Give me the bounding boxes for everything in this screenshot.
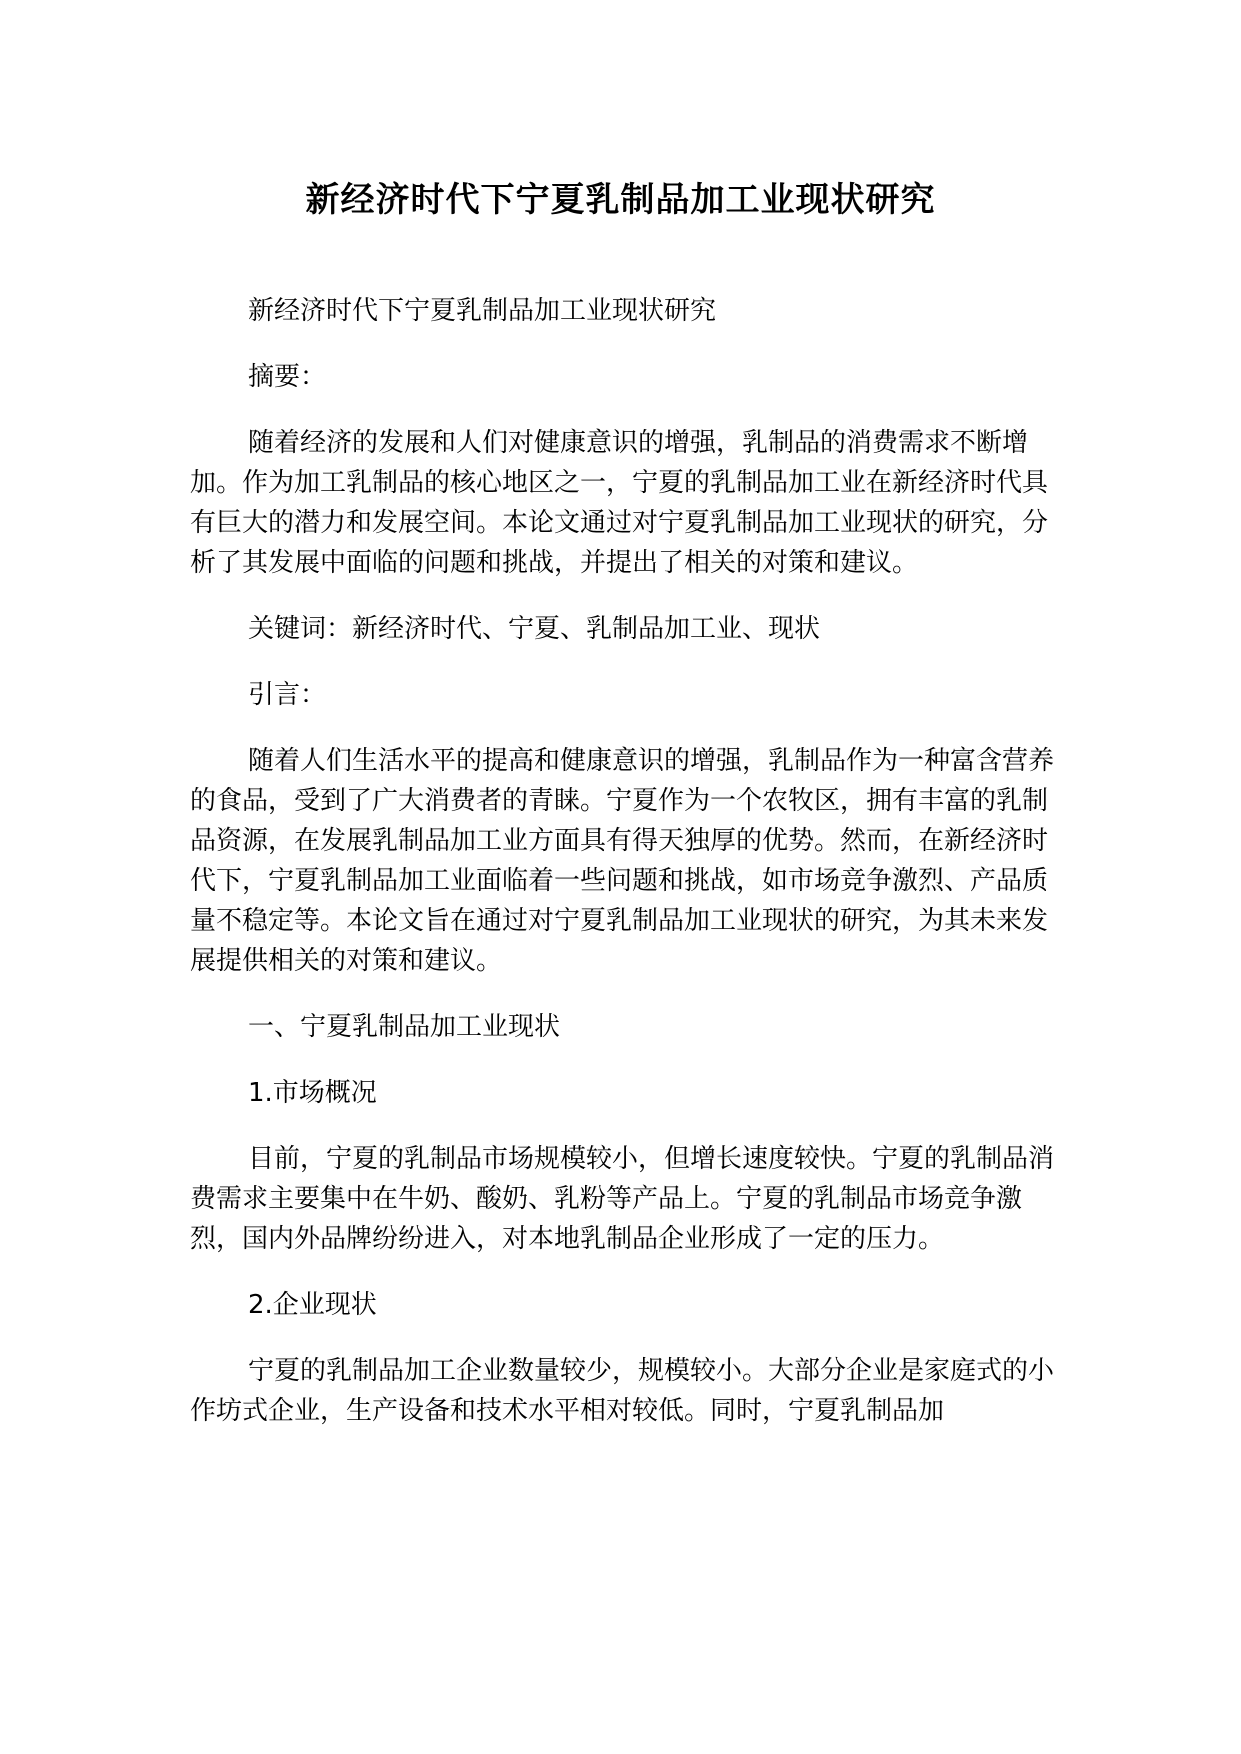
- section-heading-1: 一、宁夏乳制品加工业现状: [248, 1012, 561, 1042]
- enterprise-status-text: 宁夏的乳制品加工企业数量较少，规模较小。大部分企业是家庭式的小作坊式企业，生产设备和技术水平相对较低。同时，宁夏乳制品加: [190, 1356, 1055, 1426]
- abstract-text: 随着经济的发展和人们对健康意识的增强，乳制品的消费需求不断增加。作为加工乳制品的核心地区之一，宁夏的乳制品加工业在新经济时代具有巨大的潜力和发展空间。本论文通过对宁夏乳制品加工业现状的研究，分析了其发展中面临的问题和挑战，并提出了相关的对策和建议。: [190, 428, 1049, 578]
- subsection-heading-1-1: 1.市场概况: [248, 1078, 377, 1108]
- abstract-heading: 摘要：: [248, 362, 327, 392]
- introduction-heading: 引言：: [248, 680, 327, 710]
- subsection-heading-1-2: 2.企业现状: [248, 1290, 377, 1320]
- market-overview-text: 目前，宁夏的乳制品市场规模较小，但增长速度较快。宁夏的乳制品消费需求主要集中在牛奶、酸奶、乳粉等产品上。宁夏的乳制品市场竞争激烈，国内外品牌纷纷进入，对本地乳制品企业形成了一定的压力。: [190, 1144, 1055, 1254]
- document-title: 新经济时代下宁夏乳制品加工业现状研究: [305, 180, 936, 220]
- paragraph-subtitle: 新经济时代下宁夏乳制品加工业现状研究: [248, 296, 717, 326]
- document-body: [190, 291, 1070, 1457]
- introduction-text: 随着人们生活水平的提高和健康意识的增强，乳制品作为一种富含营养的食品，受到了广大消费者的青睐。宁夏作为一个农牧区，拥有丰富的乳制品资源，在发展乳制品加工业方面具有得天独厚的优势。然而，在新经济时代下，宁夏乳制品加工业面临着一些问题和挑战，如市场竞争激烈、产品质量不稳定等。本论文旨在通过对宁夏乳制品加工业现状的研究，为其未来发展提供相关的对策和建议。: [190, 746, 1055, 976]
- keywords-line: 关键词：新经济时代、宁夏、乳制品加工业、现状: [248, 614, 821, 644]
